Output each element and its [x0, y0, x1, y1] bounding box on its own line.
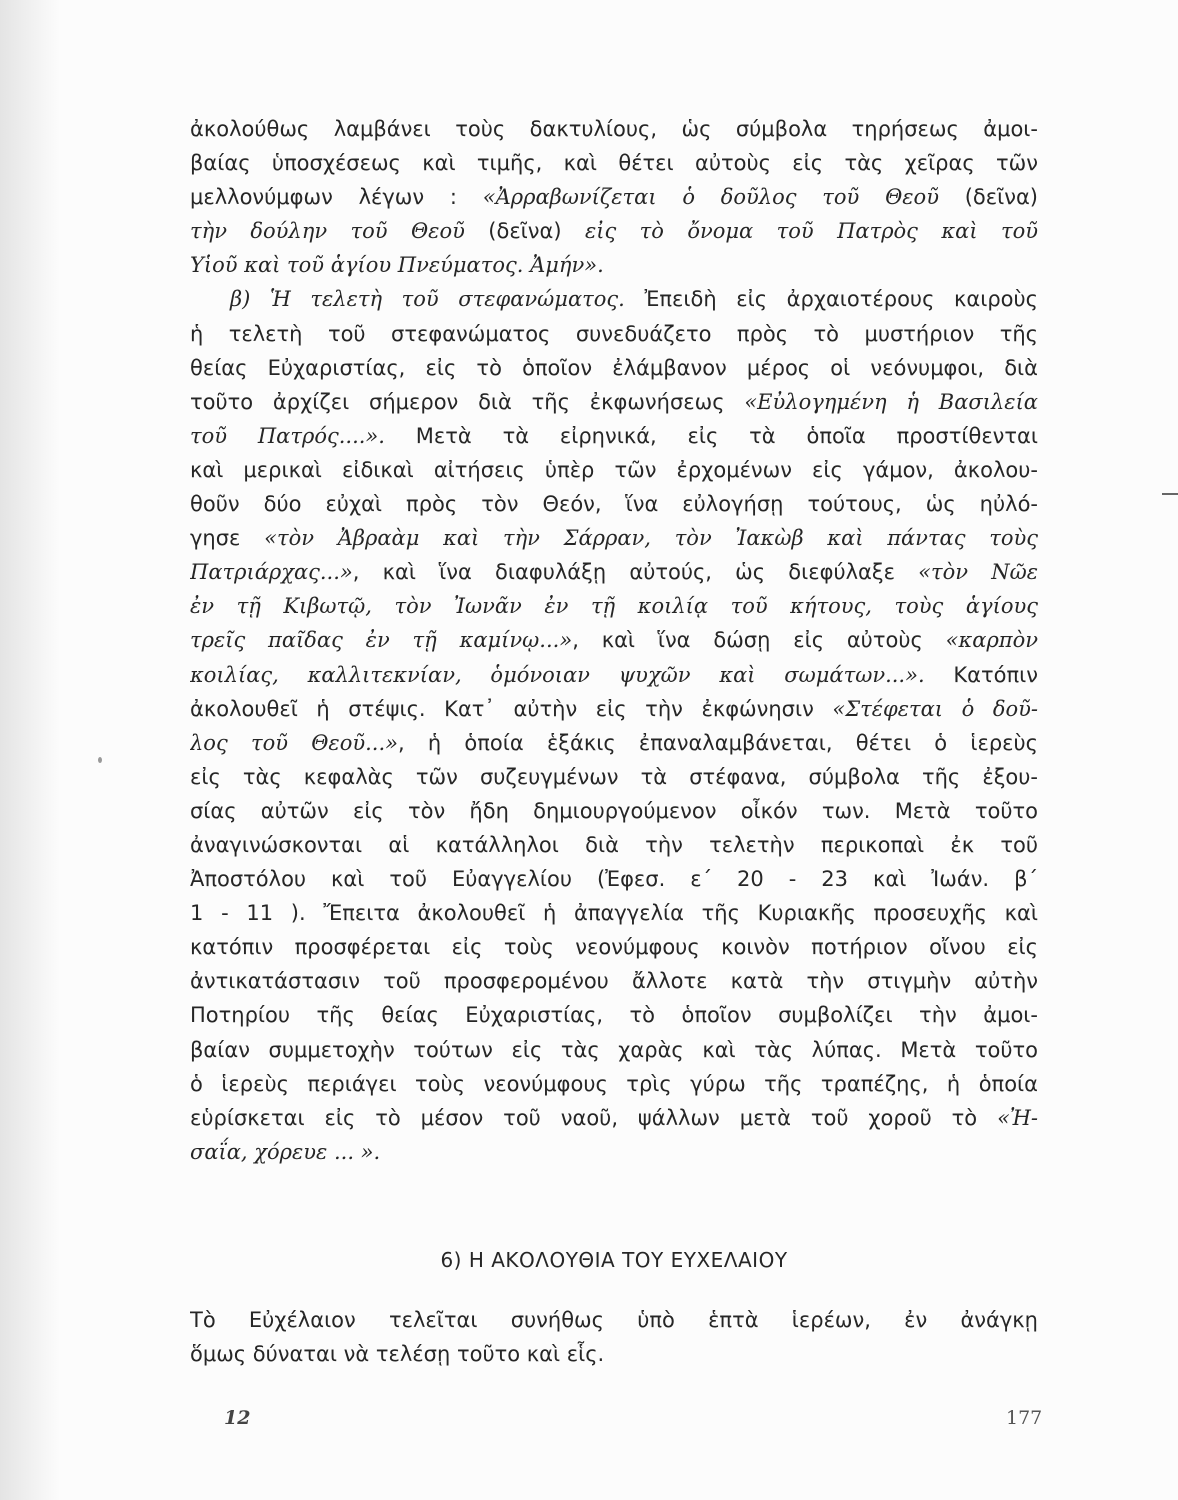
text-line: Ἀποστόλου καὶ τοῦ Εὐαγγελίου (Ἐφεσ. ε´ 20 - 23 καὶ Ἰωάν. β´: [190, 867, 1038, 892]
text-run: Ἐπειδὴ εἰς ἀρχαιοτέρους καιροὺς: [624, 287, 1038, 312]
ink-speck: [98, 757, 102, 763]
text-line: [190, 1101, 1038, 1135]
quoted-text: Πατριάρχας...»: [190, 560, 353, 585]
text-line: Υἱοῦ καὶ τοῦ ἁγίου Πνεύματος. Ἀμήν».: [190, 253, 604, 278]
text-line: θοῦν δύο εὐχαὶ πρὸς τὸν Θεόν, ἵνα εὐλογήσῃ τούτους, ὡς ηὐλό-: [190, 492, 1038, 517]
text-line: βαίαν συμμετοχὴν τούτων εἰς τὰς χαρὰς καὶ τὰς λύπας. Μετὰ τοῦτο: [190, 1037, 1038, 1062]
text-line: [190, 555, 1038, 589]
text-run: γησε: [190, 526, 265, 551]
text-line: ὁ ἱερεὺς περιάγει τοὺς νεονύμφους τρὶς γύρω τῆς τραπέζης, ἡ ὁποία: [190, 1071, 1038, 1096]
quoted-text: «καρπὸν: [945, 628, 1038, 653]
quoted-text: «τὸν Ἀβραὰμ καὶ τὴν Σάρραν, τὸν Ἰακὼβ καὶ πάντας τοὺς: [264, 526, 1038, 551]
text-run: ἀκολουθεῖ ἡ στέψις. Κατ᾽ αὐτὴν εἰς τὴν ἐκφώνησιν: [190, 696, 833, 721]
quoted-text: κοιλίας, καλλιτεκνίαν, ὁμόνοιαν ψυχῶν καὶ σωμάτων...».: [190, 662, 925, 687]
page-edge-shadow: [0, 0, 60, 1500]
margin-mark: [1162, 493, 1178, 495]
body-paragraph-unction: [190, 1303, 1038, 1371]
text-run: Κατόπιν: [924, 662, 1038, 687]
quoted-text: τρεῖς παῖδας ἐν τῇ καμίνῳ...»: [190, 628, 573, 653]
quoted-text: β) Ἡ τελετὴ τοῦ στεφανώματος.: [230, 287, 625, 312]
quoted-text: «Εὐλογημένη ἡ Βασιλεία: [744, 389, 1038, 414]
text-line: [190, 658, 1038, 692]
text-line: βαίας ὑποσχέσεως καὶ τιμῆς, καὶ θέτει αὐτοὺς εἰς τὰς χεῖρας τῶν: [190, 151, 1038, 176]
text-run: εὑρίσκεται εἰς τὸ μέσον τοῦ ναοῦ, ψάλλων μετὰ τοῦ χοροῦ τὸ: [190, 1105, 998, 1130]
section-heading: 6) Η ΑΚΟΛΟΥΘΙΑ ΤΟΥ ΕΥΧΕΛΑΙΟΥ: [440, 1248, 788, 1272]
text-line: θείας Εὐχαριστίας, εἰς τὸ ὁποῖον ἐλάμβανον μέρος οἱ νεόνυμφοι, διὰ: [190, 355, 1038, 380]
text-run: Μετὰ τὰ εἰρηνικά, εἰς τὰ ὁποῖα προστίθενται: [384, 423, 1038, 448]
text-run: , καὶ ἵνα δώσῃ εἰς αὐτοὺς: [572, 628, 946, 653]
text-run: , καὶ ἵνα διαφυλάξῃ αὐτούς, ὡς διεφύλαξε: [352, 560, 919, 585]
text-line: ἀναγινώσκονται αἱ κατάλληλοι διὰ τὴν τελετὴν περικοπαὶ ἐκ τοῦ: [190, 832, 1038, 857]
body-paragraph-marriage-rite: [190, 112, 1038, 1169]
text-line: [190, 282, 1038, 316]
text-line: εἰς τὰς κεφαλὰς τῶν συζευγμένων τὰ στέφανα, σύμβολα τῆς ἐξου-: [190, 764, 1038, 789]
text-line: ἀκολούθως λαμβάνει τοὺς δακτυλίους, ὡς σύμβολα τηρήσεως ἀμοι-: [190, 117, 1038, 141]
quoted-text: «Ἠ-: [997, 1105, 1038, 1130]
quoted-text: «Στέφεται ὁ δοῦ-: [832, 696, 1038, 721]
quoted-text: ἐν τῇ Κιβωτῷ, τὸν Ἰωνᾶν ἐν τῇ κοιλίᾳ τοῦ κήτους, τοὺς ἁγίους: [190, 594, 1038, 619]
text-run: τοῦτο ἀρχίζει σήμερον διὰ τῆς ἐκφωνήσεως: [190, 389, 745, 414]
text-run: (δεῖνα): [464, 219, 585, 244]
text-line: [190, 521, 1038, 555]
text-line: Ποτηρίου τῆς θείας Εὐχαριστίας, τὸ ὁποῖον συμβολίζει τὴν ἀμοι-: [190, 1003, 1038, 1028]
quoted-text: εἰς τὸ ὄνομα τοῦ Πατρὸς καὶ τοῦ: [584, 219, 1038, 244]
quoted-text: τοῦ Πατρός....».: [190, 423, 385, 448]
text-line: Τὸ Εὐχέλαιον τελεῖται συνήθως ὑπὸ ἑπτὰ ἱερέων, ἐν ἀνάγκῃ: [190, 1308, 1038, 1332]
text-line: ἡ τελετὴ τοῦ στεφανώματος συνεδυάζετο πρὸς τὸ μυστήριον τῆς: [190, 321, 1038, 346]
printer-signature-mark: 12: [224, 1407, 251, 1429]
text-run: , ἡ ὁποία ἑξάκις ἐπαναλαμβάνεται, θέτει ὁ ἱερεὺς: [397, 730, 1038, 755]
text-line: [190, 385, 1038, 419]
quoted-text: «τὸν Νῶε: [918, 560, 1038, 585]
text-line: [190, 692, 1038, 726]
text-line: σαΐα, χόρευε ... ».: [190, 1139, 381, 1164]
page-number: 177: [1006, 1407, 1043, 1429]
quoted-text: λος τοῦ Θεοῦ...»: [190, 730, 398, 755]
text-line: καὶ μερικαὶ εἰδικαὶ αἰτήσεις ὑπὲρ τῶν ἐρχομένων εἰς γάμον, ἀκολου-: [190, 457, 1038, 482]
text-line: [190, 623, 1038, 657]
text-line: ὅμως δύναται νὰ τελέσῃ τοῦτο καὶ εἷς.: [190, 1342, 605, 1367]
text-run: μελλονύμφων λέγων :: [190, 185, 483, 210]
text-line: [190, 419, 1038, 453]
text-line: [190, 726, 1038, 760]
text-line: κατόπιν προσφέρεται εἰς τοὺς νεονύμφους κοινὸν ποτήριον οἴνου εἰς: [190, 935, 1038, 960]
quoted-text: «Ἀρραβωνίζεται ὁ δοῦλος τοῦ Θεοῦ: [482, 185, 939, 210]
text-line: [190, 589, 1038, 623]
text-line: 1 - 11 ). Ἔπειτα ἀκολουθεῖ ἡ ἀπαγγελία τῆς Κυριακῆς προσευχῆς καὶ: [190, 901, 1038, 926]
text-line: ἀντικατάστασιν τοῦ προσφερομένου ἄλλοτε κατὰ τὴν στιγμὴν αὐτὴν: [190, 969, 1038, 994]
text-line: [190, 214, 1038, 248]
text-run: (δεῖνα): [938, 185, 1038, 210]
quoted-text: τὴν δούλην τοῦ Θεοῦ: [190, 219, 465, 244]
text-line: σίας αὐτῶν εἰς τὸν ἤδη δημιουργούμενον οἶκόν των. Μετὰ τοῦτο: [190, 798, 1038, 823]
text-line: [190, 180, 1038, 214]
